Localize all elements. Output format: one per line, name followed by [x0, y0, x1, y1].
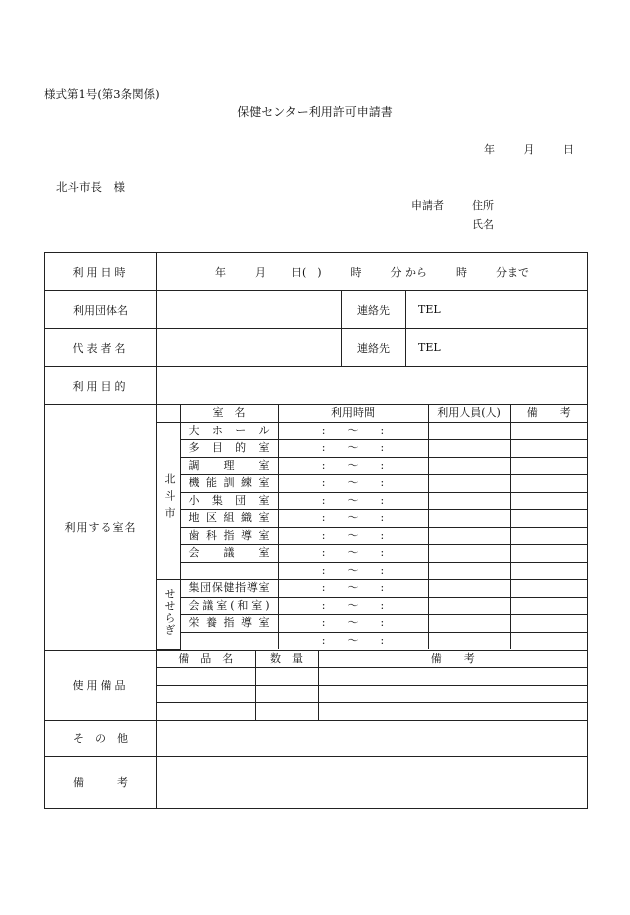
equip-notes-field[interactable] [318, 685, 587, 703]
room-people-field[interactable] [428, 510, 510, 528]
application-date [484, 141, 574, 157]
room-row [157, 545, 587, 563]
room-time-field[interactable]: : 〜 : [278, 422, 428, 440]
room-group-label: 北斗市 [163, 472, 176, 524]
room-notes-field[interactable] [510, 545, 587, 563]
remarks-field[interactable] [157, 756, 588, 808]
equip-qty-field[interactable] [255, 668, 318, 686]
date-year: 年 [484, 143, 495, 156]
rep-tel-label: TEL [418, 341, 441, 354]
other-row [45, 720, 588, 756]
room-group-label: せせらぎ [163, 587, 176, 636]
room-people-field[interactable] [428, 632, 510, 649]
room-row [157, 492, 587, 510]
room-time-field[interactable]: : 〜 : [278, 475, 428, 493]
room-row [157, 562, 587, 580]
room-notes-field[interactable] [510, 440, 587, 458]
room-people-field[interactable] [428, 562, 510, 580]
people-header: 利用人員(人) [428, 405, 510, 422]
room-notes-field[interactable] [510, 615, 587, 633]
time-header: 利用時間 [278, 405, 428, 422]
room-notes-field[interactable] [510, 562, 587, 580]
room-people-field[interactable] [428, 527, 510, 545]
room-time-field[interactable]: : 〜 : [278, 510, 428, 528]
dt-until: 分まで [496, 265, 530, 279]
rooms-table [157, 405, 587, 650]
equipment-entry-row [157, 668, 587, 686]
room-name: 調理室 [180, 457, 278, 475]
rooms-header-row [157, 405, 587, 422]
room-people-field[interactable] [428, 440, 510, 458]
name-label: 氏名 [472, 218, 494, 231]
notes-header: 備 考 [510, 405, 587, 422]
equipment-header-row [157, 651, 587, 668]
date-month: 月 [523, 143, 535, 156]
equipment-entry-row [157, 685, 587, 703]
representative-field[interactable] [157, 329, 342, 367]
room-name: 地区組織室 [180, 510, 278, 528]
room-name [180, 632, 278, 649]
room-row [157, 510, 587, 528]
room-row [157, 527, 587, 545]
room-group-hokuto [157, 422, 180, 580]
room-name: 栄養指導室 [180, 615, 278, 633]
group-tel-label: TEL [418, 303, 441, 316]
room-name: 多目的室 [180, 440, 278, 458]
usage-datetime-field[interactable] [157, 253, 588, 291]
dt-year: 年 [214, 265, 226, 279]
room-people-field[interactable] [428, 580, 510, 598]
rooms-label: 利用する室名 [45, 405, 157, 651]
room-row [157, 422, 587, 440]
room-name: 小集団室 [180, 492, 278, 510]
room-people-field[interactable] [428, 457, 510, 475]
room-row [157, 580, 587, 598]
equip-notes-field[interactable] [318, 668, 587, 686]
usage-datetime-label: 利用日時 [45, 253, 157, 291]
purpose-label: 利用目的 [45, 367, 157, 405]
usage-datetime-row [45, 253, 588, 291]
group-name-row [45, 291, 588, 329]
form-number: 様式第1号(第3条関係) [44, 87, 160, 101]
room-people-field[interactable] [428, 492, 510, 510]
room-header: 室 名 [180, 405, 278, 422]
dt-month: 月 [254, 265, 266, 279]
date-day: 日 [563, 143, 574, 156]
room-time-field[interactable]: : 〜 : [278, 527, 428, 545]
purpose-row [45, 367, 588, 405]
room-people-field[interactable] [428, 615, 510, 633]
room-time-field[interactable]: : 〜 : [278, 615, 428, 633]
purpose-field[interactable] [157, 367, 588, 405]
room-row [157, 615, 587, 633]
room-group-seseragi [157, 580, 180, 650]
room-time-field[interactable]: : 〜 : [278, 492, 428, 510]
room-time-field[interactable]: : 〜 : [278, 580, 428, 598]
dt-minute: 分 [390, 265, 402, 279]
room-people-field[interactable] [428, 475, 510, 493]
room-name: 会議室(和室) [180, 597, 278, 615]
room-time-field[interactable]: : 〜 : [278, 440, 428, 458]
equip-item-field[interactable] [157, 668, 255, 686]
equip-qty-header: 数 量 [255, 651, 318, 668]
room-name: 歯科指導室 [180, 527, 278, 545]
group-contact-label: 連絡先 [342, 291, 406, 329]
equipment-row [45, 650, 588, 720]
room-row [157, 440, 587, 458]
application-form-table [44, 252, 588, 809]
room-time-field[interactable]: : 〜 : [278, 597, 428, 615]
equipment-label: 使用備品 [45, 650, 157, 720]
room-time-field[interactable]: : 〜 : [278, 457, 428, 475]
dt-hour: 時 [350, 265, 362, 279]
room-notes-field[interactable] [510, 422, 587, 440]
room-notes-field[interactable] [510, 475, 587, 493]
remarks-row [45, 756, 588, 808]
equip-qty-field[interactable] [255, 703, 318, 720]
group-name-field[interactable] [157, 291, 342, 329]
room-notes-field[interactable] [510, 457, 587, 475]
equip-notes-field[interactable] [318, 703, 587, 720]
room-name: 大ホール [180, 422, 278, 440]
room-notes-field[interactable] [510, 580, 587, 598]
other-label: そ の 他 [45, 720, 157, 756]
room-notes-field[interactable] [510, 632, 587, 649]
form-title: 保健センター利用許可申請書 [237, 105, 393, 119]
other-field[interactable] [157, 720, 588, 756]
room-people-field[interactable] [428, 545, 510, 563]
rep-contact-label: 連絡先 [342, 329, 406, 367]
room-name: 機能訓練室 [180, 475, 278, 493]
address-label: 住所 [472, 199, 494, 212]
equip-notes-header: 備 考 [318, 651, 587, 668]
room-row [157, 475, 587, 493]
dt-hour2: 時 [456, 265, 468, 279]
room-notes-field[interactable] [510, 492, 587, 510]
room-notes-field[interactable] [510, 510, 587, 528]
room-notes-field[interactable] [510, 527, 587, 545]
room-row [157, 597, 587, 615]
equip-item-header: 備 品 名 [157, 651, 255, 668]
room-notes-field[interactable] [510, 597, 587, 615]
equipment-entry-row [157, 703, 587, 720]
room-row [157, 457, 587, 475]
room-people-field[interactable] [428, 597, 510, 615]
equip-item-field[interactable] [157, 703, 255, 720]
dt-from: から [405, 265, 428, 279]
group-tel-field[interactable] [406, 291, 588, 329]
room-name [180, 562, 278, 580]
equip-qty-field[interactable] [255, 685, 318, 703]
room-name: 集団保健指導室 [180, 580, 278, 598]
room-row [157, 632, 587, 649]
room-time-field[interactable]: : 〜 : [278, 632, 428, 649]
room-time-field[interactable]: : 〜 : [278, 562, 428, 580]
remarks-label: 備 考 [45, 756, 157, 808]
representative-row [45, 329, 588, 367]
equipment-table [157, 651, 587, 720]
applicant-label: 申請者 [411, 199, 444, 212]
rooms-row [45, 405, 588, 651]
room-people-field[interactable] [428, 422, 510, 440]
addressee: 北斗市長 様 [56, 180, 125, 194]
room-name: 会議室 [180, 545, 278, 563]
representative-label: 代表者名 [45, 329, 157, 367]
room-time-field[interactable]: : 〜 : [278, 545, 428, 563]
dt-day: 日( ) [290, 265, 322, 279]
rep-tel-field[interactable] [406, 329, 588, 367]
equip-item-field[interactable] [157, 685, 255, 703]
group-name-label: 利用団体名 [45, 291, 157, 329]
